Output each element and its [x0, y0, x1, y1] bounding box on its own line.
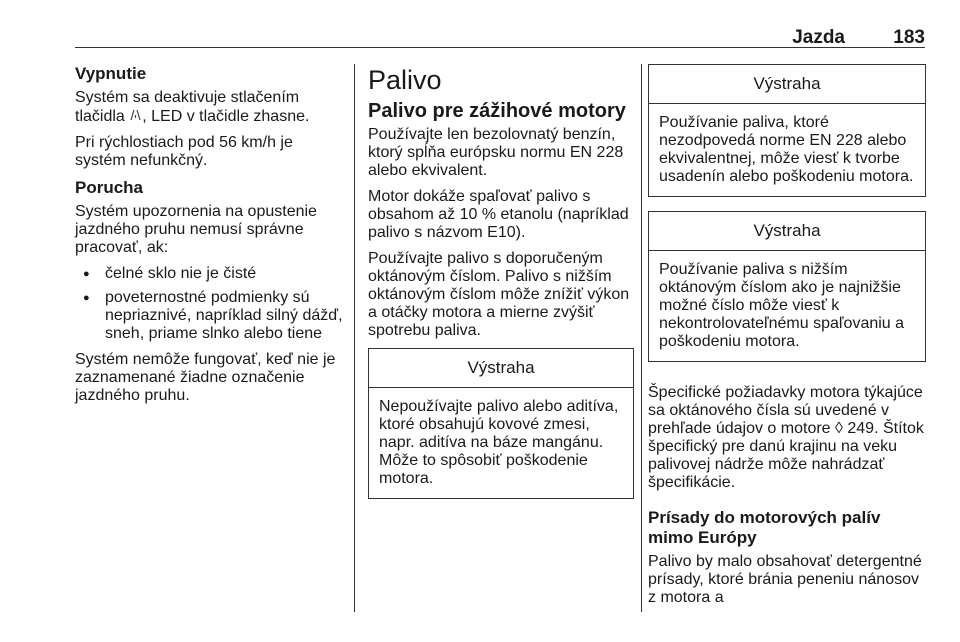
lane-departure-icon	[129, 107, 142, 125]
heading-zazihove: Palivo pre zážihové motory	[368, 100, 626, 122]
column-middle	[368, 64, 634, 513]
paragraph: Používajte palivo s doporučeným oktánovým číslom. Palivo s nižším oktánovým číslom môže znížiť výkon a otáčky motora a mierne zvýšiť spotrebu paliva.	[368, 250, 630, 339]
heading-palivo: Palivo	[368, 65, 442, 95]
warning-box	[368, 348, 634, 499]
section-title: Jazda	[792, 27, 845, 48]
column-divider	[354, 64, 355, 612]
warning-text: Nepoužívajte palivo alebo aditíva, ktoré obsahujú kovové zmesi, napr. aditíva na báze mangánu. Môže to spôsobiť poškodenie motora.	[379, 398, 619, 487]
page-header	[75, 0, 925, 48]
paragraph: Systém upozornenia na opustenie jazdného pruhu nemusí správne pracovať, ak:	[75, 203, 317, 256]
warning-title: Výstraha	[369, 349, 633, 388]
warning-box	[648, 64, 926, 197]
text: , LED v tlačidle zhasne.	[142, 108, 310, 125]
reference-arrow-icon[interactable]: ◊	[835, 420, 843, 437]
text: Špecifické požiadavky motora týkajúce sa oktánového čísla sú uvedené v prehľade údajov o motore	[648, 384, 923, 437]
column-left	[75, 64, 345, 413]
warning-box	[648, 211, 926, 362]
page-number: 183	[893, 27, 925, 48]
bullet-list	[75, 265, 345, 343]
text: 249. Štítok špecifický pre danú krajinu na veku palivovej nádrže môže nahrádzať špecifikácie.	[648, 420, 924, 491]
heading-porucha: Porucha	[75, 178, 144, 197]
text: Systém sa deaktivuje stlačením tlačidla	[75, 89, 300, 125]
warning-text: Používanie paliva s nižším oktánovým číslom ako je najnižšie možné číslo môže viesť k nekontrolovateľnému spaľovaniu a poškodeniu motora.	[659, 261, 905, 350]
warning-title: Výstraha	[649, 65, 925, 104]
paragraph	[648, 384, 926, 492]
heading-prisady: Prísady do motorových palív mimo Európy	[648, 508, 881, 547]
paragraph	[75, 89, 345, 126]
warning-title: Výstraha	[649, 212, 925, 251]
heading-vypnutie: Vypnutie	[75, 64, 147, 83]
column-divider	[641, 64, 642, 612]
paragraph: Systém nemôže fungovať, keď nie je zaznamenané žiadne označenie jazdného pruhu.	[75, 351, 336, 404]
warning-text: Používanie paliva, ktoré nezodpovedá norme EN 228 alebo ekvivalentnej, môže viesť k tvorbe usadenín alebo poškodeniu motora.	[659, 114, 914, 185]
paragraph: Palivo by malo obsahovať detergentné prísady, ktoré bránia peneniu nánosov z motora a	[648, 553, 922, 606]
list-item: ● čelné sklo nie je čisté	[75, 265, 345, 283]
paragraph: Používajte len bezolovnatý benzín, ktorý spĺňa európsku normu EN 228 alebo ekvivalent.	[368, 126, 624, 179]
paragraph: Pri rýchlostiach pod 56 km/h je systém nefunkčný.	[75, 134, 293, 169]
list-item: ● poveternostné podmienky sú nepriaznivé, napríklad silný dážď, sneh, priame slnko alebo tiene	[75, 289, 345, 343]
column-right	[648, 64, 926, 615]
paragraph: Motor dokáže spaľovať palivo s obsahom až 10 % etanolu (napríklad palivo s názvom E10).	[368, 188, 629, 241]
